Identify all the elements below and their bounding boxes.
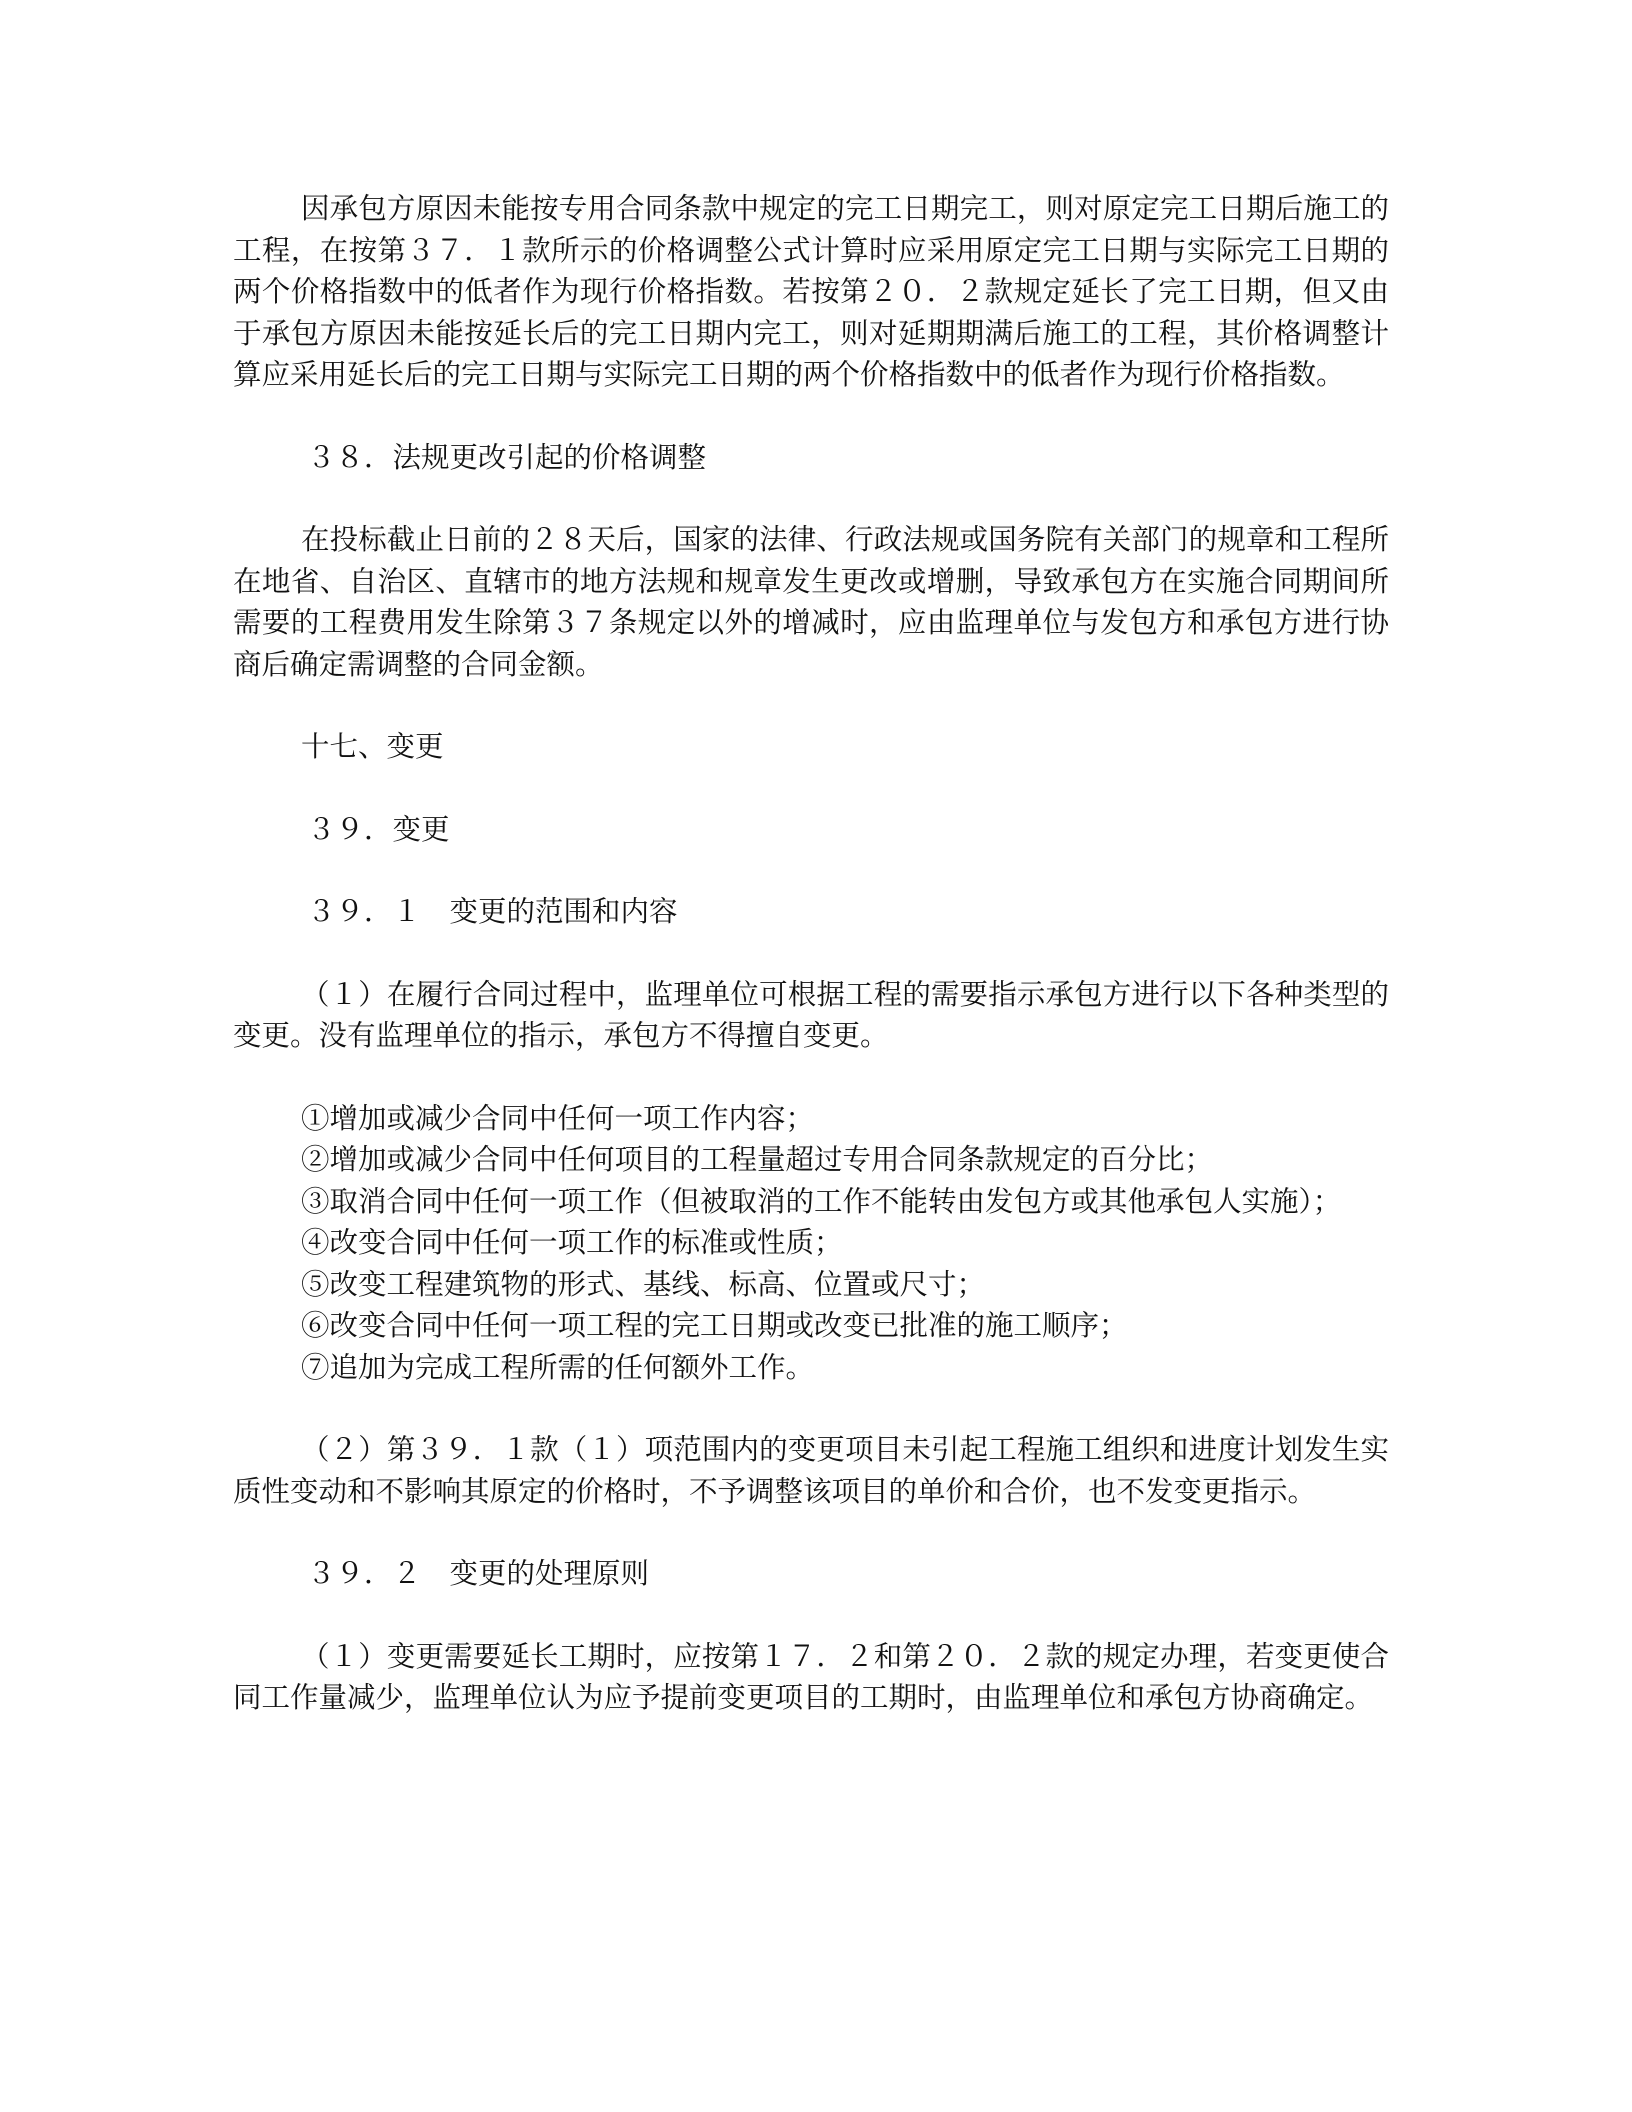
list-item: ⑥改变合同中任何一项工程的完工日期或改变已批准的施工顺序； [301,1309,1128,1342]
paragraph-completion-delay: 因承包方原因未能按专用合同条款中规定的完工日期完工，则对原定完工日期后施工的工程，在按第３７．１款所示的价格调整公式计算时应采用原定完工日期与实际完工日期的两个价格指数中的低者作为现行价格指数。若按第２０．２款规定延长了完工日期，但又由于承包方原因未能按延长后的完工日期内完工，则对延期期满后施工的工程，其价格调整计算应采用延长后的完工日期与实际完工日期的两个价格指数中的低者作为现行价格指数。 [233,192,1389,391]
section-heading-38: ３８．法规更改引起的价格调整 [307,440,707,474]
paragraph-regulation-change: 在投标截止日前的２８天后，国家的法律、行政法规或国务院有关部门的规章和工程所在地省、自治区、直辖市的地方法规和规章发生更改或增删，导致承包方在实施合同期间所需要的工程费用发生除第３７条规定以外的增减时，应由监理单位与发包方和承包方进行协商后确定需调整的合同金额。 [233,523,1389,681]
paragraph-39-1-1: （１）在履行合同过程中，监理单位可根据工程的需要指示承包方进行以下各种类型的变更。没有监理单位的指示，承包方不得擅自变更。 [233,977,1389,1052]
paragraph-39-2-1: （１）变更需要延长工期时，应按第１７．２和第２０．２款的规定办理，若变更使合同工作量减少，监理单位认为应予提前变更项目的工期时，由监理单位和承包方协商确定。 [233,1639,1389,1714]
subsection-heading-39-1: ３９．１ 变更的范围和内容 [307,895,678,928]
list-item: ④改变合同中任何一项工作的标准或性质； [301,1226,843,1259]
list-item: ⑦追加为完成工程所需的任何额外工作。 [301,1350,815,1384]
subsection-heading-39-2: ３９．２ 变更的处理原则 [307,1557,650,1590]
list-item: ③取消合同中任何一项工作（但被取消的工作不能转由发包方或其他承包人实施）； [301,1184,1342,1218]
list-item: ⑤改变工程建筑物的形式、基线、标高、位置或尺寸； [301,1267,986,1301]
section-heading-39: ３９．变更 [307,812,450,846]
chapter-heading-17: 十七、变更 [301,730,444,763]
change-types-list [233,1098,1389,1389]
list-item: ②增加或减少合同中任何项目的工程量超过专用合同条款规定的百分比； [301,1143,1214,1176]
paragraph-39-1-2: （２）第３９．１款（１）项范围内的变更项目未引起工程施工组织和进度计划发生实质性变动和不影响其原定的价格时，不予调整该项目的单价和合价，也不发变更指示。 [233,1433,1389,1508]
document-page [233,188,1389,1719]
list-item: ①增加或减少合同中任何一项工作内容； [301,1101,815,1135]
